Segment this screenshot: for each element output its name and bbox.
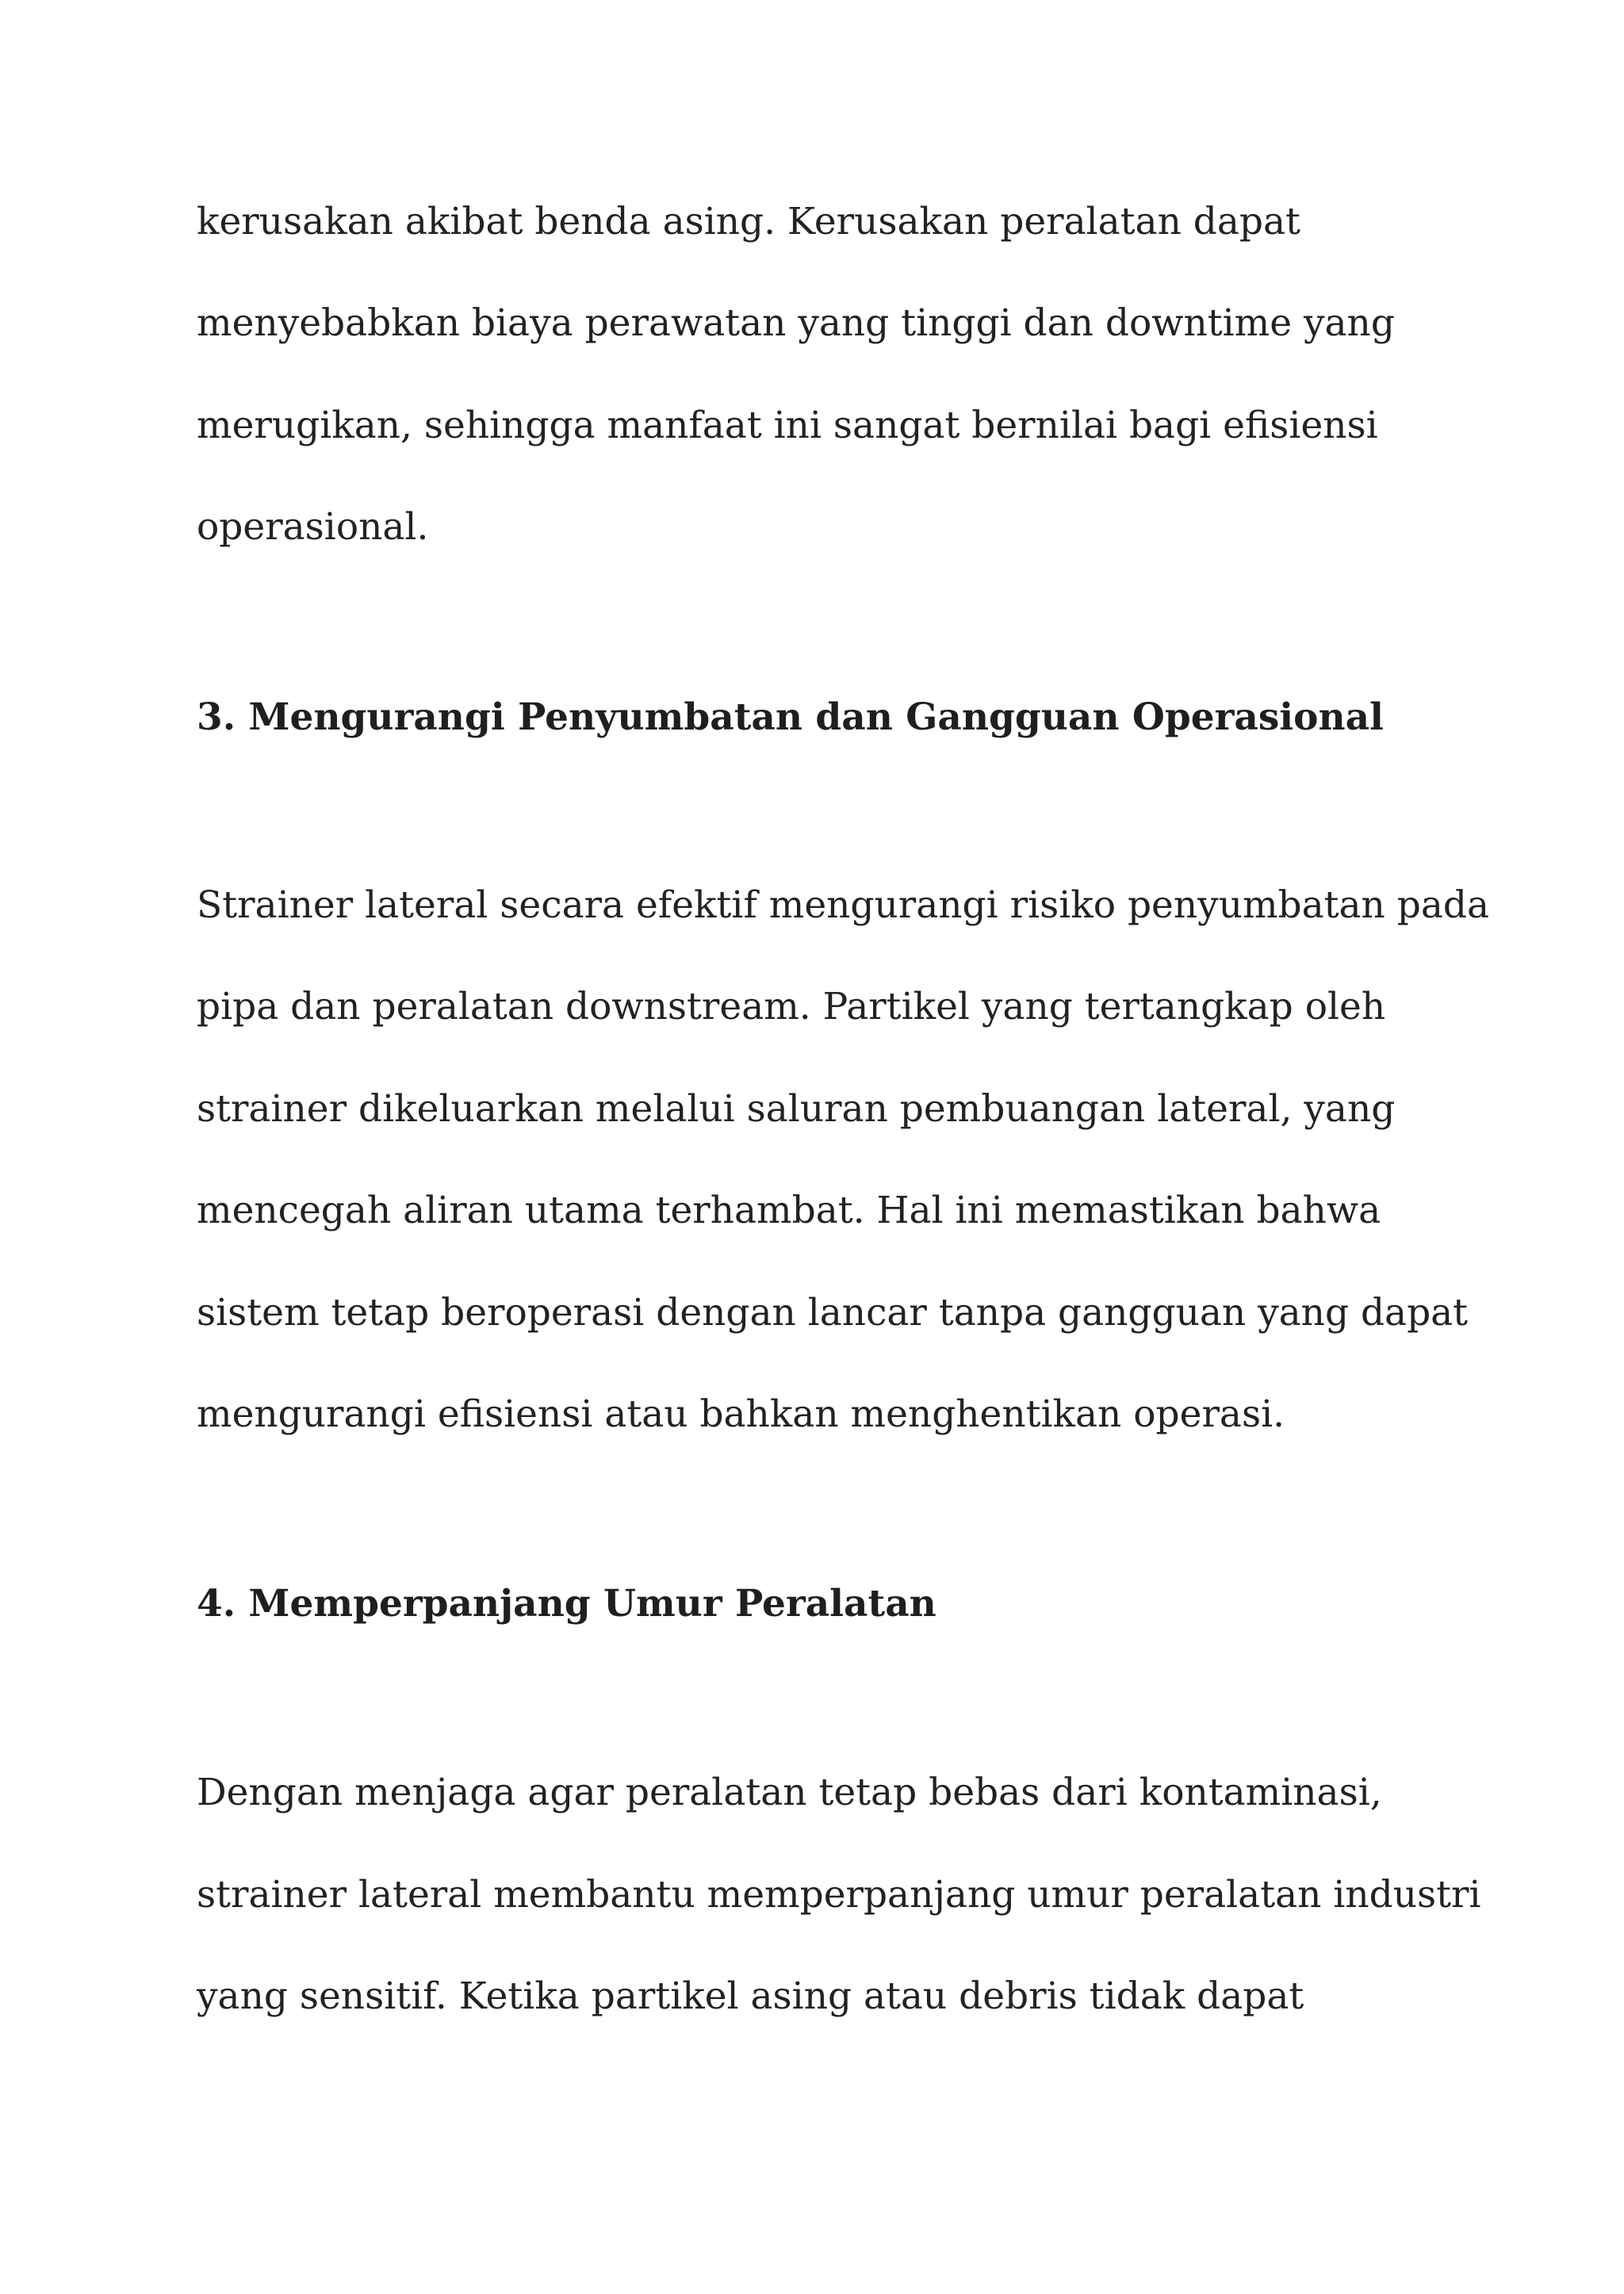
paragraph-line: kerusakan akibat benda asing. Kerusakan peralatan dapat: [197, 200, 1300, 243]
paragraph-line: Dengan menjaga agar peralatan tetap bebas dari kontaminasi,: [197, 1771, 1382, 1814]
paragraph-line: strainer lateral membantu memperpanjang umur peralatan industri: [197, 1873, 1481, 1917]
paragraph-line: Strainer lateral secara efektif mengurangi risiko penyumbatan pada: [197, 883, 1489, 927]
paragraph-line: yang sensitif. Ketika partikel asing atau debris tidak dapat: [197, 1974, 1304, 2018]
section-heading: 3. Mengurangi Penyumbatan dan Gangguan Operasional: [197, 695, 1384, 739]
paragraph-line: operasional.: [197, 505, 429, 549]
paragraph-line: merugikan, sehingga manfaat ini sangat bernilai bagi efisiensi: [197, 404, 1378, 447]
paragraph-line: mengurangi efisiensi atau bahkan menghentikan operasi.: [197, 1392, 1285, 1436]
paragraph-line: strainer dikeluarkan melalui saluran pembuangan lateral, yang: [197, 1087, 1396, 1131]
paragraph-line: mencegah aliran utama terhambat. Hal ini memastikan bahwa: [197, 1189, 1381, 1232]
paragraph-line: pipa dan peralatan downstream. Partikel yang tertangkap oleh: [197, 985, 1386, 1028]
section-heading: 4. Memperpanjang Umur Peralatan: [197, 1582, 936, 1626]
paragraph-line: sistem tetap beroperasi dengan lancar tanpa gangguan yang dapat: [197, 1291, 1469, 1335]
paragraph-line: menyebabkan biaya perawatan yang tinggi dan downtime yang: [197, 301, 1395, 345]
